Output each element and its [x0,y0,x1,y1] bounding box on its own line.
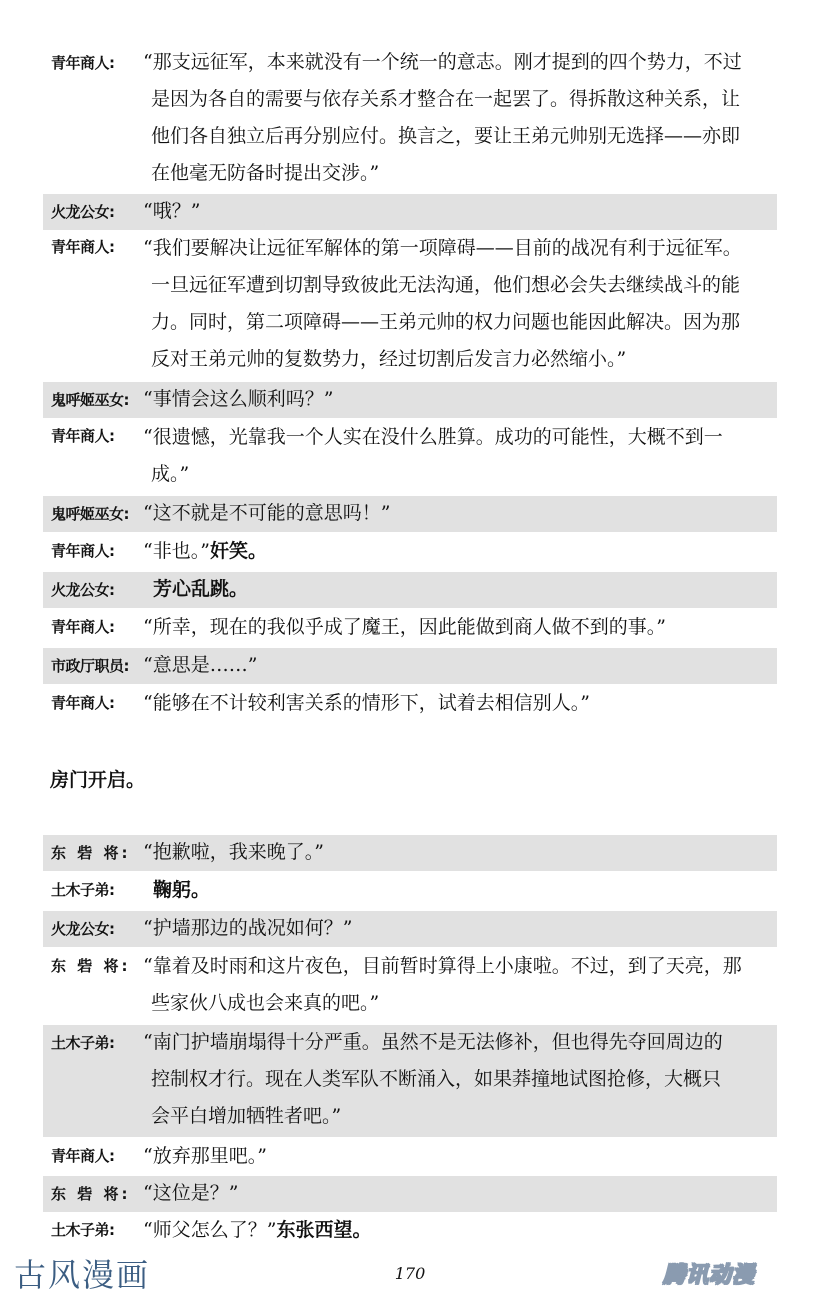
speaker-label: 东 砦 将: [51,1185,131,1203]
dialogue-row [43,648,777,684]
speaker-label: 市政厅职员: [51,657,129,675]
dialogue-row [43,873,777,909]
action-text: 鞠躬。 [153,879,211,901]
dialogue-row [43,194,777,230]
dialogue-row [43,1025,777,1137]
watermark-right-logo: 腾讯动漫 [663,1263,756,1288]
page-number: 170 [394,1264,426,1283]
dialogue-text: “抱歉啦，我来晚了。” [143,841,324,863]
action-text: 奸笑。 [209,540,267,562]
dialogue-row [43,1176,777,1212]
dialogue-row [43,44,777,192]
speaker-label: 青年商人: [51,542,115,560]
dialogue-row [43,572,777,608]
dialogue-text: “事情会这么顺利吗？” [143,388,334,410]
dialogue-row [43,534,777,570]
dialogue-text: “非也。”奸笑。 [143,540,267,562]
speaker-label: 鬼呼姬巫女: [51,391,129,409]
speaker-label: 青年商人: [51,238,115,256]
dialogue-row [43,835,777,871]
dialogue-text: “南门护墙崩塌得十分严重。虽然不是无法修补，但也得先夺回周边的 控制权才行。现在人类军队不断涌入，如果莽撞地试图抢修，大概只 会平白增加牺牲者吧。” [143,1031,723,1127]
speaker-label: 土木子弟: [51,1034,115,1052]
speaker-label: 鬼呼姬巫女: [51,505,129,523]
dialogue-text: “那支远征军，本来就没有一个统一的意志。刚才提到的四个势力，不过 是因为各自的需要与依存关系才整合在一起罢了。得拆散这种关系，让 他们各自独立后再分别应付。换言之，要让王弟元帅别无选择——亦即 在他毫无防备时提出交涉。” [143,51,742,184]
speaker-label: 青年商人: [51,54,115,72]
dialogue-text [143,872,769,909]
speaker-label: 青年商人: [51,1147,115,1165]
dialogue-row [43,949,777,1023]
dialogue-text: “师父怎么了？”东张西望。 [143,1219,372,1241]
dialogue-text [143,571,769,608]
action-text: 芳心乱跳。 [153,578,249,600]
dialogue-text: “哦？” [143,200,201,222]
dialogue-row [43,420,777,494]
dialogue-row [43,1139,777,1175]
dialogue-row [43,1213,777,1249]
speaker-label: 青年商人: [51,694,115,712]
speaker-label: 青年商人: [51,618,115,636]
speaker-label: 东 砦 将: [51,957,131,975]
watermark-left-logo: 古风漫画 [14,1256,151,1294]
speaker-label: 青年商人: [51,427,115,445]
dialogue-text: “这位是？” [143,1182,239,1204]
stage-direction: 房门开启。 [50,769,146,791]
speaker-label: 东 砦 将: [51,844,131,862]
dialogue-row [43,911,777,947]
dialogue-row [43,382,777,418]
dialogue-text: “很遗憾，光靠我一个人实在没什么胜算。成功的可能性，大概不到一 成。” [143,426,723,485]
dialogue-text: “所幸，现在的我似乎成了魔王，因此能做到商人做不到的事。” [143,616,666,638]
dialogue-text: “靠着及时雨和这片夜色，目前暂时算得上小康啦。不过，到了天亮，那 些家伙八成也会来真的吧。” [143,955,742,1014]
dialogue-row [43,686,777,722]
dialogue-row [43,231,777,379]
dialogue-text: “意思是……” [143,654,258,676]
dialogue-text: “这不就是不可能的意思吗！” [143,502,391,524]
speaker-label: 土木子弟: [51,881,115,899]
dialogue-text: “我们要解决让远征军解体的第一项障碍——目前的战况有利于远征军。 一旦远征军遭到切割导致彼此无法沟通，他们想必会失去继续战斗的能 力。同时，第二项障碍——王弟元帅的权力问题也能因此解决。因为那 反对王弟元帅的复数势力，经过切割后发言力必然缩小。” [143,237,742,370]
speaker-label: 火龙公女: [51,581,115,599]
dialogue-text: “护墙那边的战况如何？” [143,917,353,939]
dialogue-row [43,610,777,646]
speaker-label: 火龙公女: [51,203,115,221]
speaker-label: 土木子弟: [51,1221,115,1239]
speaker-label: 火龙公女: [51,920,115,938]
dialogue-text: “放弃那里吧。” [143,1145,267,1167]
dialogue-text: “能够在不计较利害关系的情形下，试着去相信别人。” [143,692,590,714]
dialogue-row [43,496,777,532]
action-text: 东张西望。 [276,1219,372,1241]
